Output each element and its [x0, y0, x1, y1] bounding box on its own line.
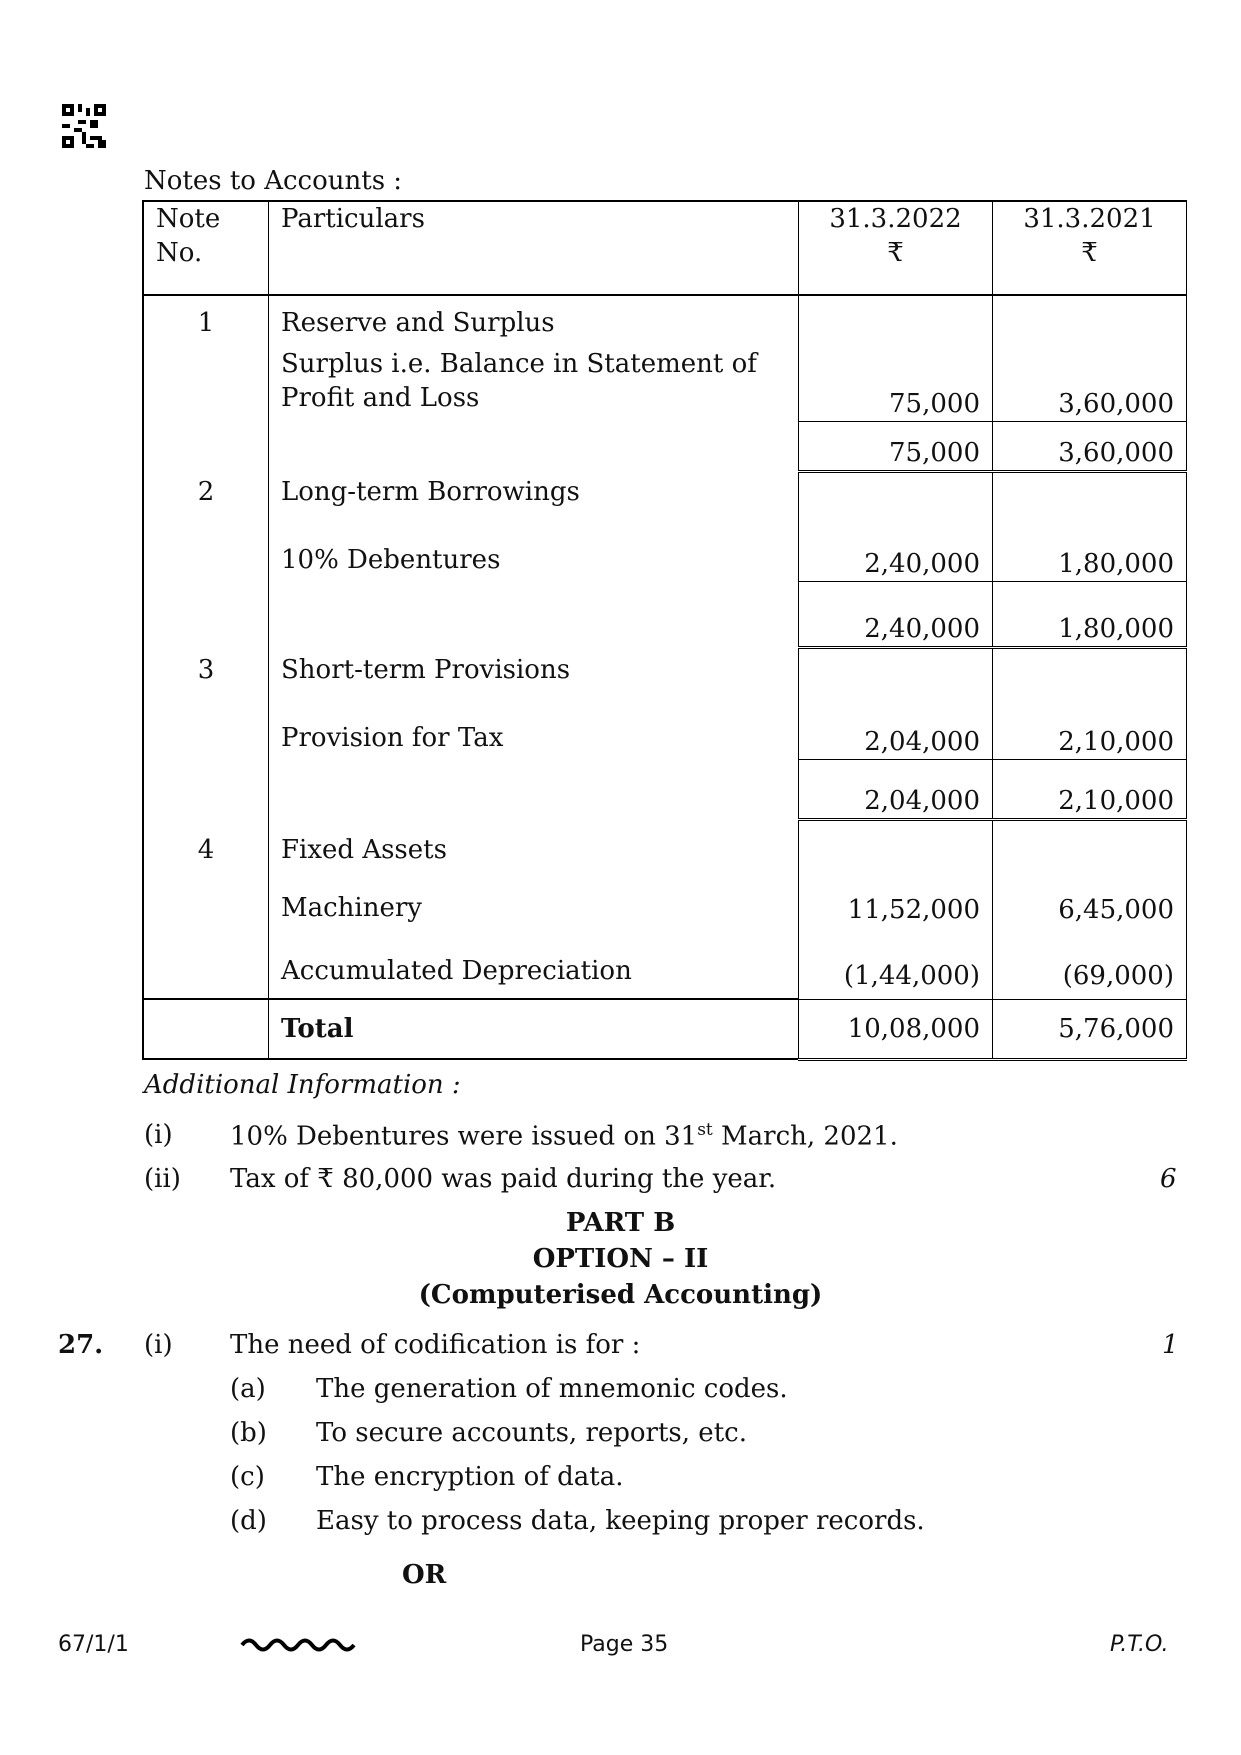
info-item-number: (ii)	[144, 1164, 181, 1194]
marks-label: 1	[1162, 1330, 1179, 1360]
option-text: Easy to process data, keeping proper records.	[316, 1506, 925, 1536]
header-col-2022: 31.3.2022 ₹	[799, 201, 993, 295]
question-sub-number: (i)	[144, 1330, 173, 1360]
option-label: (a)	[230, 1374, 266, 1404]
table-row: 75,000 3,60,000	[143, 421, 1187, 471]
section-subtitle: (Computerised Accounting)	[418, 1280, 823, 1310]
table-row: 4 Fixed Assets	[143, 819, 1187, 869]
table-row: Machinery 11,52,000 6,45,000	[143, 869, 1187, 933]
header-note-no: Note No.	[143, 201, 269, 295]
table-row: 2,40,000 1,80,000	[143, 581, 1187, 647]
question-number: 27.	[58, 1330, 104, 1360]
option-text: To secure accounts, reports, etc.	[316, 1418, 747, 1448]
table-row: Provision for Tax 2,04,000 2,10,000	[143, 691, 1187, 759]
option-label: (b)	[230, 1418, 267, 1448]
additional-info-heading: Additional Information :	[144, 1070, 461, 1100]
option-text: The encryption of data.	[316, 1462, 624, 1492]
notes-title: Notes to Accounts :	[144, 166, 403, 196]
table-row: 2,04,000 2,10,000	[143, 759, 1187, 819]
table-row: 10% Debentures 2,40,000 1,80,000	[143, 515, 1187, 581]
table-row: Accumulated Depreciation (1,44,000) (69,000)	[143, 933, 1187, 999]
pto-label: P.T.O.	[1110, 1632, 1169, 1657]
header-col-2021: 31.3.2021 ₹	[993, 201, 1187, 295]
paper-code: 67/1/1	[58, 1632, 129, 1657]
question-text: The need of codification is for :	[230, 1330, 641, 1360]
table-header-row	[143, 201, 1187, 295]
info-item-number: (i)	[144, 1120, 173, 1150]
marks-label: 6	[1160, 1164, 1177, 1194]
page-number: Page 35	[580, 1632, 669, 1657]
option-title: OPTION – II	[532, 1244, 709, 1274]
notes-table	[142, 200, 1187, 1061]
table-row: 3 Short-term Provisions	[143, 647, 1187, 691]
table-row: 2 Long-term Borrowings	[143, 471, 1187, 515]
table-row: Surplus i.e. Balance in Statement of	[143, 347, 1187, 381]
header-particulars: Particulars	[269, 201, 799, 295]
table-row: Profit and Loss 75,000 3,60,000	[143, 381, 1187, 421]
table-row-total: Total 10,08,000 5,76,000	[143, 999, 1187, 1059]
info-item-text: 10% Debentures were issued on 31st March, 2021.	[230, 1120, 898, 1152]
table-row: 1 Reserve and Surplus	[143, 295, 1187, 347]
tilde-ornament-icon	[240, 1634, 356, 1656]
part-title: PART B	[565, 1208, 676, 1238]
info-item-text: Tax of ₹ 80,000 was paid during the year.	[230, 1164, 777, 1194]
or-separator: OR	[402, 1560, 447, 1590]
option-text: The generation of mnemonic codes.	[316, 1374, 788, 1404]
option-label: (d)	[230, 1506, 267, 1536]
qr-code-icon	[62, 104, 106, 148]
option-label: (c)	[230, 1462, 265, 1492]
